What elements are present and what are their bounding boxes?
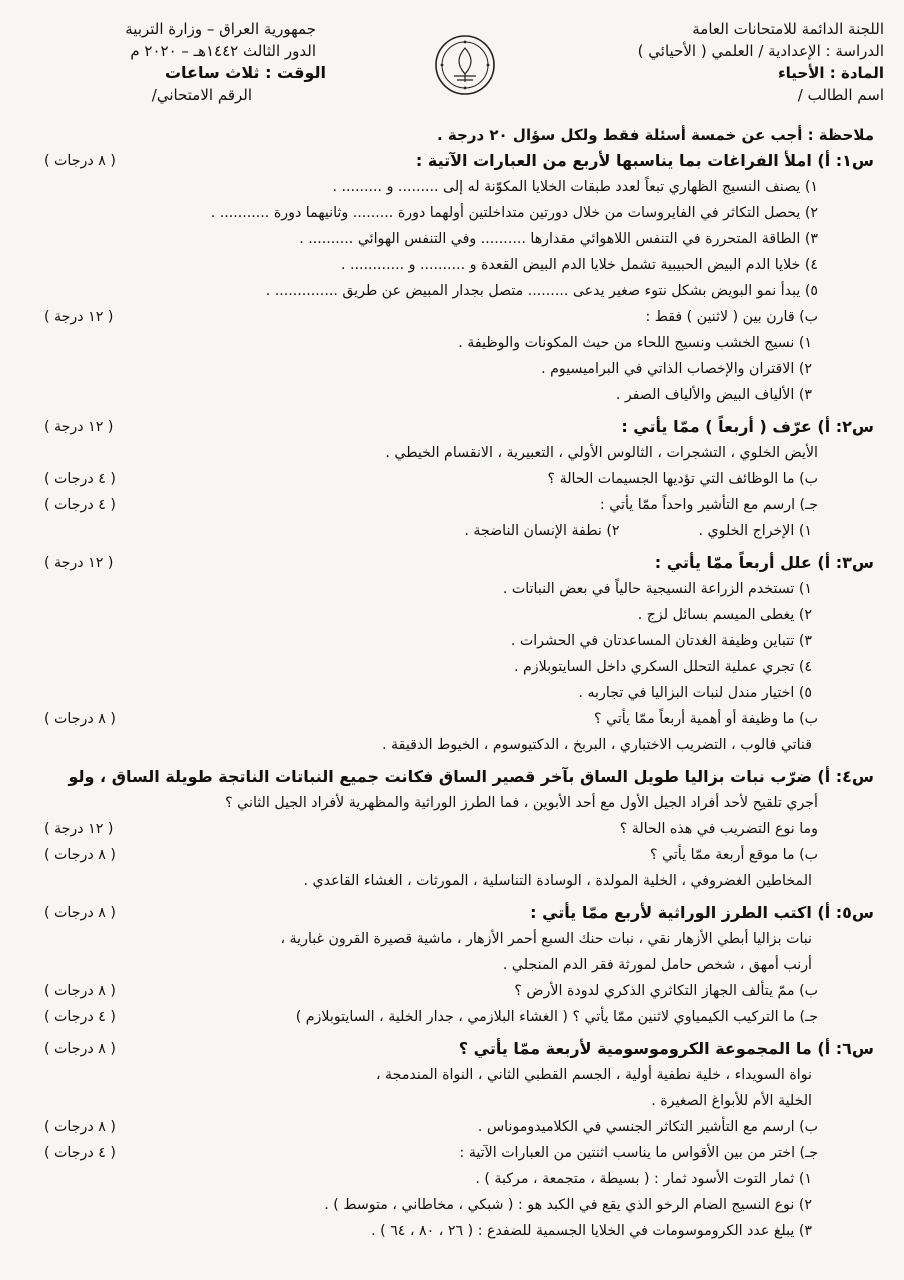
q3-a-item: ٣) تتباين وظيفة الغدتان المساعدتان في الحشرات . [510, 633, 812, 649]
q1-a-item: ٤) خلايا الدم البيض الحبيبية تشمل خلايا الدم البيض القعدة و .......... و ............ . [340, 257, 818, 273]
q3-b-marks: ( ٨ درجات ) [44, 711, 116, 727]
q5-c-marks: ( ٤ درجات ) [44, 1009, 116, 1025]
q1-b-marks: ( ١٢ درجة ) [44, 309, 114, 325]
republic-ministry: جمهورية العراق – وزارة التربية [125, 20, 316, 38]
q6-a-marks: ( ٨ درجات ) [44, 1041, 116, 1057]
q1-b-item: ١) نسيج الخشب ونسيج اللحاء من حيث المكونات والوظيفة . [458, 335, 812, 351]
q6-b-title: ب) ارسم مع التأشير التكاثر الجنسي في الكلاميدوموناس . [477, 1119, 818, 1135]
exam-header [20, 18, 884, 118]
q2-c-items [44, 518, 874, 544]
q1-b-item: ٢) الاقتران والإخصاب الذاتي في البراميسيوم . [541, 361, 812, 377]
q4-b-marks: ( ٨ درجات ) [44, 847, 116, 863]
q1-b-row [44, 304, 874, 330]
q5-c-title: جـ) ما التركيب الكيمياوي لاثنين ممّا يأتي ؟ ( الغشاء البلازمي ، جدار الخلية ، السايتوبلازم ) [295, 1009, 818, 1025]
header-right [544, 18, 884, 106]
q1-a-item: ٣) الطاقة المتحررة في التنفس اللاهوائي مقدارها .......... وفي التنفس الهوائي .......... . [299, 231, 818, 247]
q4-a-line [44, 764, 874, 790]
q3-b-terms: قناتي فالوب ، التضريب الاختباري ، البربخ ، الدكتيوسوم ، الخيوط الدقيقة . [382, 737, 812, 753]
q1-b-title: ب) قارن بين ( لاثنين ) فقط : [645, 309, 818, 325]
q1-a-item: ٢) يحصل التكاثر في الفايروسات من خلال دورتين متداخلتين أولهما دورة ......... وثانيهما دورة ........... . [210, 205, 818, 221]
q4-a-marks: ( ١٢ درجة ) [44, 821, 114, 837]
q2-c-marks: ( ٤ درجات ) [44, 497, 116, 513]
student-name-label: اسم الطالب / [797, 86, 884, 104]
q2-c-row [44, 492, 874, 518]
exam-body [44, 122, 874, 1244]
q6-a-line: نواة السويداء ، خلية نطفية أولية ، الجسم القطبي الثاني ، النواة المندمجة ، [375, 1067, 812, 1083]
exam-duration: الوقت : ثلاث ساعات [164, 63, 326, 82]
q3-a-marks: ( ١٢ درجة ) [44, 555, 114, 571]
q3-b-title: ب) ما وظيفة أو أهمية أربعاً ممّا يأتي ؟ [593, 711, 818, 727]
q3-b-row [44, 706, 874, 732]
q2-c-title: جـ) ارسم مع التأشير واحداً ممّا يأتي : [599, 497, 818, 513]
q6-c-item: ١) ثمار التوت الأسود ثمار : ( بسيطة ، متجمعة ، مركبة ) . [475, 1171, 812, 1187]
q6-c-marks: ( ٤ درجات ) [44, 1145, 116, 1161]
q2-c-item: ١) الإخراج الخلوي . [698, 523, 812, 539]
q3-a-title: س٣: أ) علل أربعاً ممّا يأتي : [654, 553, 874, 572]
q5-b-title: ب) ممّ يتألف الجهاز التكاثري الذكري لدودة الأرض ؟ [514, 983, 818, 999]
q2-c-item: ٢) نطفة الإنسان الناضجة . [464, 523, 620, 539]
header-left [20, 18, 360, 106]
q4-a-question: وما نوع التضريب في هذه الحالة ؟ [619, 821, 818, 837]
q1-a-item: ١) يصنف النسيج الظهاري تبعاً لعدد طبقات الخلايا المكوّنة له إلى ......... و ......... . [332, 179, 818, 195]
q1-a-item: ٥) يبدأ نمو البويض بشكل نتوء صغير يدعى ......... متصل بجدار المبيض عن طريق .............. . [265, 283, 818, 299]
subject-title: المادة : الأحياء [777, 64, 884, 82]
q4-b-title: ب) ما موقع أربعة ممّا يأتي ؟ [649, 847, 818, 863]
q6-c-item: ٢) نوع النسيج الضام الرخو الذي يقع في الكبد هو : ( شبكي ، مخاطاني ، متوسط ) . [324, 1197, 812, 1213]
q5-a-line: نبات بزاليا أبطي الأزهار نقي ، نبات حنك السبع أحمر الأزهار ، ماشية قصيرة القرون غبارية ، [280, 931, 812, 947]
q5-a-row [44, 900, 874, 926]
q3-a-row [44, 550, 874, 576]
q6-c-item: ٣) يبلغ عدد الكروموسومات في الخلايا الجسمية للضفدع : ( ٢٦ ، ٨٠ ، ٦٤ ) . [371, 1223, 812, 1239]
q6-a-row [44, 1036, 874, 1062]
q5-b-marks: ( ٨ درجات ) [44, 983, 116, 999]
q4-a-line: أجري تلقيح لأحد أفراد الجيل الأول مع أحد الأبوين ، فما الطرز الوراثية والمظهرية لأفراد الجيل الثاني ؟ [225, 795, 818, 811]
q6-c-row [44, 1140, 874, 1166]
q4-b-row [44, 842, 874, 868]
q2-a-title: س٢: أ) عرّف ( أربعاً ) ممّا يأتي : [621, 417, 874, 436]
q2-a-row [44, 414, 874, 440]
q1-a-title: س١: أ) املأ الفراغات بما يناسبها لأربع من العبارات الآتية : [415, 151, 874, 170]
q4-a-row [44, 816, 874, 842]
q2-b-row [44, 466, 874, 492]
q5-c-row [44, 1004, 874, 1030]
q3-a-item: ٥) اختيار مندل لنبات البزاليا في تجاربه . [578, 685, 812, 701]
q5-a-title: س٥: أ) اكتب الطرز الوراثية لأربع ممّا يأتي : [530, 903, 874, 922]
q4-b-terms: المخاطين الغضروفي ، الخلية المولدة ، الوسادة التناسلية ، المورثات ، الغشاء القاعدي . [303, 873, 812, 889]
q5-a-marks: ( ٨ درجات ) [44, 905, 116, 921]
exam-round: الدور الثالث ١٤٤٢هـ – ٢٠٢٠ م [130, 42, 316, 60]
q5-a-line: أرنب أمهق ، شخص حامل لمورثة فقر الدم المنجلي . [502, 957, 812, 973]
q3-a-item: ١) تستخدم الزراعة النسيجية حالياً في بعض النباتات . [502, 581, 812, 597]
ministry-seal-icon [434, 34, 496, 96]
q2-b-title: ب) ما الوظائف التي تؤديها الجسيمات الحالة ؟ [547, 471, 818, 487]
q6-a-title: س٦: أ) ما المجموعة الكروموسومية لأربعة ممّا يأتي ؟ [458, 1039, 874, 1058]
q2-a-marks: ( ١٢ درجة ) [44, 419, 114, 435]
q1-b-item: ٣) الألياف البيض والألياف الصفر . [615, 387, 812, 403]
q4-a-text: س٤: أ) ضرّب نبات بزاليا طويل الساق بآخر قصير الساق فكانت جميع النباتات الناتجة طويلة الساق ، ولو [68, 767, 874, 786]
q2-a-terms: الأيض الخلوي ، التشجرات ، الثالوس الأولي ، التعبيرية ، الانقسام الخيطي . [385, 445, 818, 461]
q6-b-marks: ( ٨ درجات ) [44, 1119, 116, 1135]
q6-a-line: الخلية الأم للأبواغ الصغيرة . [651, 1093, 812, 1109]
q5-b-row [44, 978, 874, 1004]
q6-c-title: جـ) اختر من بين الأقواس ما يناسب اثنتين من العبارات الآتية : [459, 1145, 818, 1161]
committee-title: اللجنة الدائمة للامتحانات العامة [692, 20, 884, 38]
exam-number-label: الرقم الامتحاني/ [151, 86, 252, 104]
exam-note: ملاحظة : أجب عن خمسة أسئلة فقط ولكل سؤال ٢٠ درجة . [437, 126, 874, 144]
q1-a-marks: ( ٨ درجات ) [44, 153, 116, 169]
q1-a-row [44, 148, 874, 174]
q3-a-item: ٤) تجري عملية التحلل السكري داخل السايتوبلازم . [514, 659, 812, 675]
q3-a-item: ٢) يغطى الميسم بسائل لزج . [637, 607, 812, 623]
q2-b-marks: ( ٤ درجات ) [44, 471, 116, 487]
study-branch: الدراسة : الإعدادية / العلمي ( الأحيائي ) [637, 42, 884, 60]
q6-b-row [44, 1114, 874, 1140]
